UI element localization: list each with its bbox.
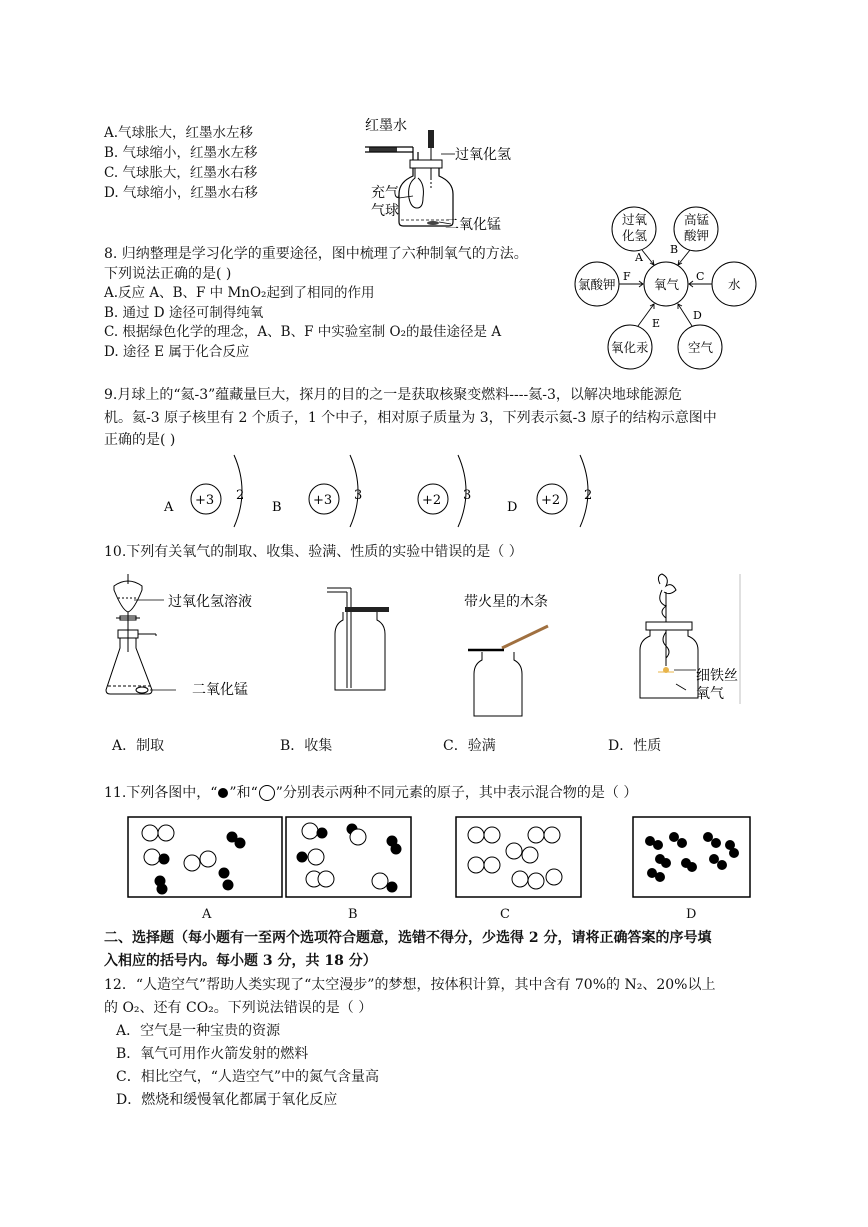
- node-kclo3: 氯酸钾: [578, 277, 616, 292]
- label-balloon-1: 充气: [371, 185, 399, 201]
- node-hgo: 氧化汞: [611, 340, 649, 355]
- section-2-heading-line-2: 入相应的括号内。每小题 3 分，共 18 分）: [104, 953, 377, 969]
- q10-figure-c-full-check: [460, 588, 580, 718]
- label-hydrogen-peroxide: 过氧化氢: [455, 147, 511, 163]
- q9-stem-line-2: 机。氦-3 原子核里有 2 个质子，1 个中子，相对原子质量为 3，下列表示氦-3 原子的结构示意图中: [104, 410, 717, 426]
- q9-label-a: A: [164, 500, 174, 515]
- q11-stem-part-a: 11.下列各图中，“: [104, 785, 218, 801]
- q8-option-b: B. 通过 D 途径可制得纯氧: [104, 305, 264, 321]
- q11-stem-part-c: ”分别表示两种不同元素的原子，其中表示混合物的是（ ）: [275, 785, 638, 801]
- q7-option-a: A.气球胀大，红墨水左移: [104, 125, 254, 141]
- path-label-b: B: [670, 243, 679, 256]
- q10-figure-b-collection: [325, 580, 395, 695]
- q9-nucleus-d: +2: [541, 493, 561, 508]
- q9-electrons-a: 2: [236, 488, 245, 503]
- path-label-c: C: [696, 270, 705, 283]
- q9-atom-diagrams: [150, 455, 620, 525]
- q10-figure-d-iron-wire: [636, 572, 746, 704]
- q8-option-c: C. 根据绿色化学的理念，A、B、F 中实验室制 O₂的最佳途径是 A: [104, 324, 502, 340]
- q10-option-a: A．制取: [112, 738, 165, 754]
- q11-label-d: D: [686, 907, 697, 922]
- q10-stem: 10.下列有关氧气的制取、收集、验满、性质的实验中错误的是（ ）: [104, 544, 523, 560]
- q11-stem-part-b: ”和“: [229, 785, 258, 801]
- path-label-d: D: [693, 309, 702, 322]
- label-manganese-dioxide: 二氧化锰: [445, 217, 501, 233]
- q7-apparatus-figure: [355, 110, 525, 235]
- q11-molecule-boxes: [126, 815, 756, 900]
- q10-option-c: C．验满: [443, 738, 496, 754]
- label-red-ink: 红墨水: [365, 118, 407, 134]
- q9-label-d: D: [507, 500, 518, 515]
- q7-option-d: D. 气球缩小，红墨水右移: [104, 185, 258, 201]
- q11-label-c: C: [500, 907, 510, 922]
- node-water: 水: [728, 277, 741, 292]
- q9-electrons-d: 2: [584, 488, 593, 503]
- q12-option-d: D．燃烧和缓慢氧化都属于氧化反应: [116, 1092, 338, 1108]
- q9-electrons-c: 3: [463, 488, 472, 503]
- node-h2o2-line2: 化氢: [622, 228, 648, 243]
- filled-atom-icon: [218, 788, 228, 798]
- label-balloon-2: 气球: [371, 203, 399, 219]
- node-air: 空气: [688, 340, 714, 355]
- q10-figure-a-apparatus: [104, 572, 284, 707]
- label-oxygen-gas: 氧气: [696, 686, 724, 702]
- node-kmno4-line2: 酸钾: [684, 228, 710, 243]
- q12-option-a: A．空气是一种宝贵的资源: [116, 1023, 281, 1039]
- node-h2o2-line1: 过氧: [622, 212, 648, 227]
- q9-stem-line-3: 正确的是( ): [104, 432, 176, 448]
- q8-option-d: D. 途径 E 属于化合反应: [104, 344, 250, 360]
- q9-electrons-b: 3: [354, 488, 363, 503]
- path-label-f: F: [623, 270, 631, 283]
- label-hydrogen-peroxide-solution: 过氧化氢溶液: [168, 594, 252, 610]
- q10-option-d: D．性质: [608, 738, 662, 754]
- q9-nucleus-c: +2: [422, 493, 442, 508]
- q8-option-a: A.反应 A、B、F 中 MnO₂起到了相同的作用: [104, 285, 375, 301]
- path-label-a: A: [635, 251, 643, 264]
- hollow-atom-icon: [259, 785, 275, 801]
- label-iron-wire: 细铁丝: [696, 668, 738, 684]
- q7-option-b: B. 气球缩小，红墨水左移: [104, 145, 258, 161]
- label-mno2: 二氧化锰: [192, 682, 248, 698]
- node-kmno4-line1: 高锰: [684, 212, 710, 227]
- q12-stem-line-1: 12．“人造空气”帮助人类实现了“太空漫步”的梦想，按体积计算，其中含有 70%的 N₂、20%以上: [104, 977, 716, 993]
- q8-stem-line-2: 下列说法正确的是( ): [104, 266, 232, 282]
- q12-stem-line-2: 的 O₂、还有 CO₂。下列说法错误的是（ ）: [104, 1000, 373, 1016]
- q11-label-a: A: [202, 907, 212, 922]
- q9-stem-line-1: 9.月球上的“氦-3”蕴藏量巨大，探月的目的之一是获取核聚变燃料----氦-3，以解决地球能源危: [104, 387, 682, 403]
- node-oxygen: 氧气: [654, 277, 680, 292]
- label-glowing-splint: 带火星的木条: [464, 594, 548, 610]
- q8-oxygen-methods-diagram: [566, 205, 762, 370]
- q9-nucleus-a: +3: [195, 493, 215, 508]
- q11-stem: [104, 783, 637, 803]
- q9-nucleus-b: +3: [313, 493, 333, 508]
- section-2-heading-line-1: 二、选择题（每小题有一至两个选项符合题意，选错不得分，少选得 2 分，请将正确答案的序号填: [104, 930, 712, 946]
- q7-option-c: C. 气球胀大，红墨水右移: [104, 165, 258, 181]
- q9-label-b: B: [272, 500, 282, 515]
- q8-stem-line-1: 8. 归纳整理是学习化学的重要途径，图中梳理了六种制氧气的方法。: [104, 246, 528, 262]
- q12-option-c: C．相比空气，“人造空气”中的氮气含量高: [116, 1069, 380, 1085]
- path-label-e: E: [652, 317, 661, 330]
- q11-label-b: B: [348, 907, 358, 922]
- q12-option-b: B．氧气可用作火箭发射的燃料: [116, 1046, 309, 1062]
- q10-option-b: B．收集: [280, 738, 333, 754]
